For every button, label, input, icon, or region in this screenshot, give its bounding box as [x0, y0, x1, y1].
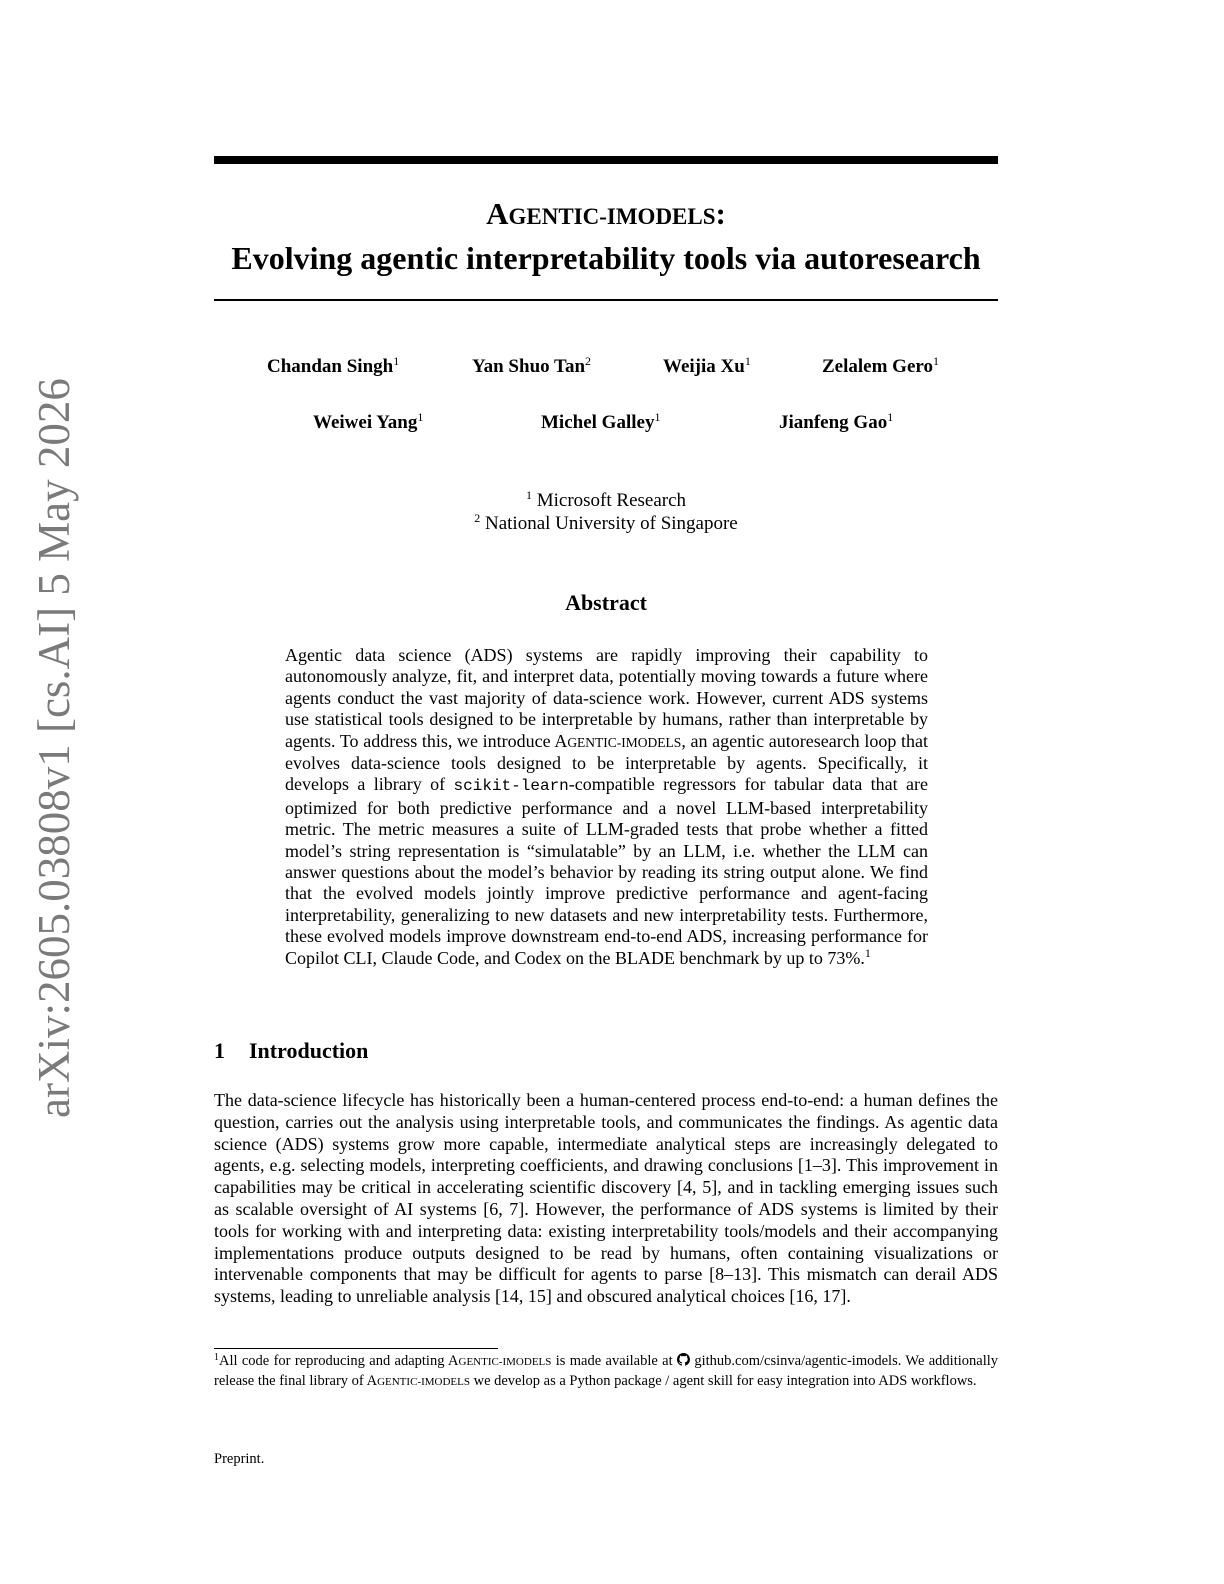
- github-icon: [677, 1353, 690, 1366]
- code-term: scikit-learn: [453, 777, 569, 796]
- preprint-label: Preprint.: [214, 1451, 265, 1467]
- author: Jianfeng Gao$^1$: [779, 410, 894, 433]
- paper-title: [214, 194, 998, 279]
- title-line-2: Evolving agentic interpretability tools via autoresearch: [231, 240, 981, 276]
- title-line-1: [214, 194, 998, 237]
- abstract-heading: Abstract: [565, 590, 647, 615]
- author: Chandan Singh$^1$: [267, 354, 400, 377]
- author: Yan Shuo Tan$^2$: [472, 354, 592, 377]
- affiliations: [214, 489, 998, 535]
- author: Zelalem Gero$^1$: [822, 354, 939, 377]
- introduction-body: The data-science lifecycle has historically been a human-centered process end-to-end: a human defines the question, carries out the analysis using interpretable tools, and communicates the findings. As agentic data science (ADS) systems grow more capable, intermediate analytical steps are increasingly delegated to agents, e.g. selecting models, interpreting coefficients, and drawing conclusions [1–3]. This improvement in capabilities may be critical in accelerating scientific discovery [4, 5], and in tackling emerging issues such as scalable oversight of AI systems [6, 7]. However, the performance of ADS systems is limited by their tools for working with and interpreting data: existing interpretability tools/models and their accompanying implementations produce outputs designed to be read by humans, often containing visualizations or intervenable components that may be difficult for agents to parse [8–13]. This mismatch can derail ADS systems, leading to unreliable analysis [14, 15] and obscured analytical choices [16, 17].: [214, 1090, 998, 1307]
- affiliation: $^1$ Microsoft Research: [525, 488, 687, 511]
- title-initial: A: [486, 196, 509, 231]
- title-bottom-rule: [214, 299, 998, 301]
- author: Weiwei Yang$^1$: [313, 410, 424, 433]
- section-heading-introduction: 1 Introduction: [214, 1038, 369, 1063]
- title-smallcaps: GENTIC-IMODELS: [508, 204, 716, 229]
- abstract-body: Agentic data science (ADS) systems are rapidly improving their capability to autonomously analyze, fit, and interpret data, potentially moving towards a future where agents conduct the vast majority of data-science work. However, current ADS systems use statistical tools designed to be interpretable by humans, rather than interpretable by agents. To address this, we introduce AGENTIC-IMODELS, an agentic autoresearch loop that evolves data-science tools designed to be interpretable by agents. Specifically, it develops a library of scikit-learn-compatible regressors for tabular data that are optimized for both predictive performance and a novel LLM-based interpretability metric. The metric measures a suite of LLM-graded tests that probe whether a fitted model’s string representation is “simulatable” by an LLM, i.e. whether the LLM can answer questions about the model’s behavior by reading its string output alone. We find that the evolved models jointly improve predictive performance and agent-facing interpretability, generalizing to new datasets and new interpretability tests. Furthermore, these evolved models improve downstream end-to-end ADS, increasing performance for Copilot CLI, Claude Code, and Codex on the BLADE benchmark by up to 73%.$^1$: [285, 645, 928, 968]
- footnote-rule: [214, 1348, 498, 1349]
- author: Michel Galley$^1$: [541, 410, 661, 433]
- footnote-marker: 1: [864, 945, 871, 960]
- author: Weijia Xu$^1$: [663, 354, 751, 377]
- title-top-rule: [214, 156, 998, 164]
- arxiv-identifier: arXiv:2605.03808v1 [cs.AI] 5 May 2026: [29, 378, 79, 1118]
- footnote: $^1$All code for reproducing and adapting AGENTIC-IMODELS is made available at github.com/csinva/agentic-imodels. We additionally release the final library of AGENTIC-IMODELS we develop as a Python package / agent skill for easy integration into ADS workflows.: [214, 1352, 999, 1389]
- title-colon: :: [715, 196, 726, 231]
- github-link[interactable]: github.com/csinva/agentic-imodels: [694, 1353, 898, 1369]
- affiliation: $^2$ National University of Singapore: [474, 511, 738, 534]
